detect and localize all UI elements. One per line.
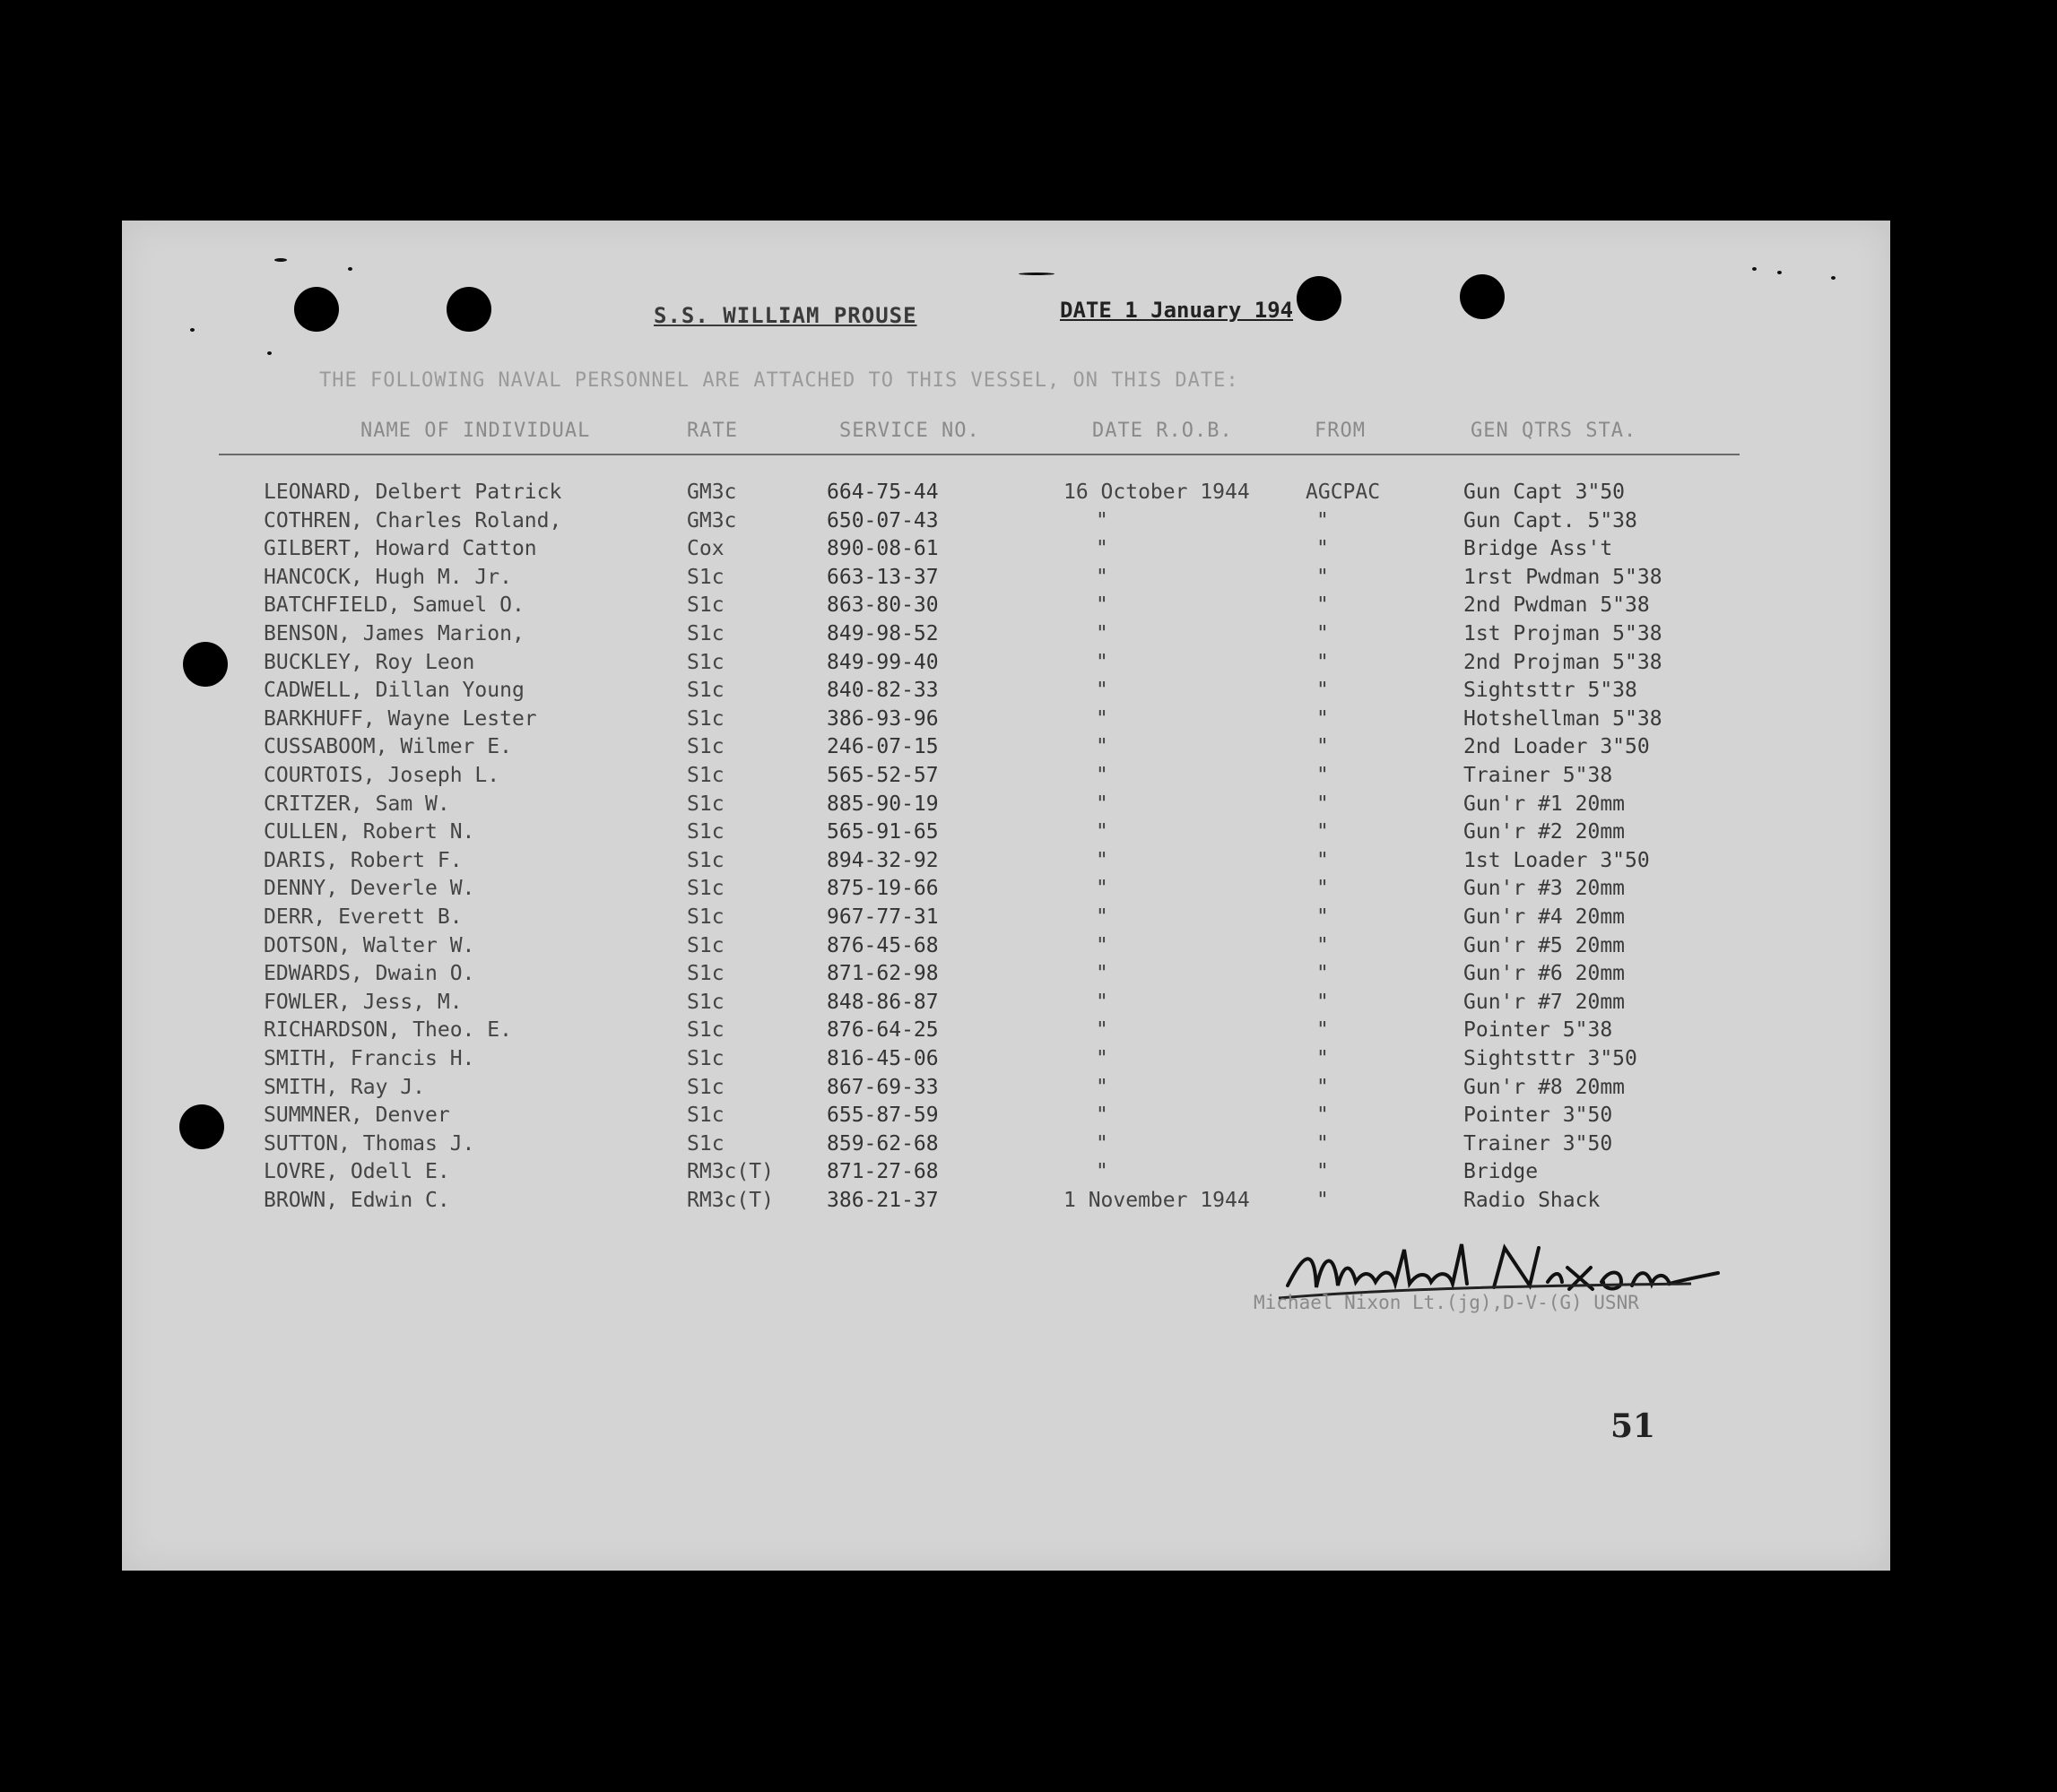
cell-name: BATCHFIELD, Samuel O. — [264, 593, 525, 618]
cell-name: SMITH, Francis H. — [264, 1047, 475, 1070]
cell-rate: S1c — [687, 764, 725, 787]
cell-rate: S1c — [687, 820, 725, 844]
cell-rate: RM3c(T) — [687, 1160, 774, 1184]
table-row — [122, 877, 1890, 905]
cell-from: " — [1316, 650, 1329, 674]
cell-from: AGCPAC — [1306, 480, 1381, 504]
cell-rate: S1c — [687, 933, 725, 957]
cell-gen-qtrs-station: Hotshellman 5"38 — [1463, 706, 1662, 731]
cell-date-rob: " — [1096, 1131, 1108, 1156]
table-row — [122, 1104, 1890, 1131]
cell-service-no: 650-07-43 — [827, 508, 939, 532]
table-row — [122, 1018, 1890, 1046]
cell-rate: S1c — [687, 990, 725, 1014]
table-row — [122, 962, 1890, 990]
cell-name: CRITZER, Sam W. — [264, 792, 450, 816]
cell-date-rob: " — [1096, 1047, 1108, 1070]
cell-date-rob: " — [1096, 820, 1108, 844]
cell-from: " — [1316, 1104, 1329, 1128]
cell-rate: S1c — [687, 962, 725, 986]
cell-service-no: 663-13-37 — [827, 565, 939, 589]
cell-rate: S1c — [687, 877, 725, 901]
cell-date-rob: " — [1096, 593, 1108, 618]
table-row — [122, 792, 1890, 820]
cell-name: CADWELL, Dillan Young — [264, 679, 525, 703]
cell-name: DERR, Everett B. — [264, 905, 463, 929]
cell-gen-qtrs-station: Trainer 3"50 — [1463, 1131, 1613, 1156]
table-row — [122, 537, 1890, 565]
cell-service-no: 871-62-98 — [827, 962, 939, 986]
cell-name: SMITH, Ray J. — [264, 1075, 426, 1099]
cell-gen-qtrs-station: Pointer 5"38 — [1463, 1018, 1613, 1043]
cell-gen-qtrs-station: Bridge — [1463, 1160, 1539, 1184]
cell-rate: S1c — [687, 1104, 725, 1128]
cell-service-no: 565-52-57 — [827, 764, 939, 787]
cell-service-no: 655-87-59 — [827, 1104, 939, 1128]
punch-hole — [1297, 276, 1341, 321]
cell-name: BARKHUFF, Wayne Lester — [264, 706, 537, 731]
cell-from: " — [1316, 622, 1329, 645]
cell-name: DOTSON, Walter W. — [264, 933, 475, 957]
cell-date-rob: " — [1096, 650, 1108, 674]
column-header-date-rob: DATE R.O.B. — [1092, 420, 1233, 442]
cell-name: BROWN, Edwin C. — [264, 1189, 450, 1212]
cell-date-rob: " — [1096, 792, 1108, 816]
column-header-rate: RATE — [687, 420, 738, 442]
cell-date-rob: " — [1096, 735, 1108, 759]
cell-date-rob: " — [1096, 933, 1108, 957]
column-header-from: FROM — [1315, 420, 1366, 442]
cell-from: " — [1316, 990, 1329, 1014]
cell-service-no: 967-77-31 — [827, 905, 939, 929]
cell-name: FOWLER, Jess, M. — [264, 990, 463, 1014]
cell-date-rob: 1 November 1944 — [1063, 1189, 1250, 1212]
cell-service-no: 863-80-30 — [827, 593, 939, 618]
speck — [1019, 273, 1055, 275]
speck — [1752, 267, 1757, 271]
cell-gen-qtrs-station: Gun'r #6 20mm — [1463, 962, 1626, 986]
cell-gen-qtrs-station: Sightsttr 3"50 — [1463, 1047, 1637, 1070]
table-row — [122, 991, 1890, 1018]
cell-from: " — [1316, 537, 1329, 561]
cell-date-rob: " — [1096, 679, 1108, 703]
cell-date-rob: " — [1096, 706, 1108, 731]
cell-gen-qtrs-station: Gun Capt 3"50 — [1463, 480, 1626, 504]
cell-date-rob: " — [1096, 622, 1108, 645]
column-header-service-no: SERVICE NO. — [839, 420, 980, 442]
column-header-name: NAME OF INDIVIDUAL — [360, 420, 591, 442]
cell-service-no: 859-62-68 — [827, 1131, 939, 1156]
document-page — [122, 221, 1890, 1571]
punch-hole — [294, 287, 339, 332]
table-row — [122, 820, 1890, 848]
cell-from: " — [1316, 933, 1329, 957]
cell-service-no: 894-32-92 — [827, 848, 939, 872]
cell-rate: S1c — [687, 679, 725, 703]
cell-name: CUSSABOOM, Wilmer E. — [264, 735, 512, 759]
header-rule — [219, 454, 1740, 455]
cell-service-no: 871-27-68 — [827, 1160, 939, 1184]
cell-from: " — [1316, 735, 1329, 759]
cell-from: " — [1316, 792, 1329, 816]
cell-rate: RM3c(T) — [687, 1189, 774, 1212]
table-row — [122, 905, 1890, 933]
cell-gen-qtrs-station: Gun'r #5 20mm — [1463, 933, 1626, 957]
cell-rate: S1c — [687, 1075, 725, 1099]
cell-name: COTHREN, Charles Roland, — [264, 508, 562, 532]
cell-gen-qtrs-station: 2nd Projman 5"38 — [1463, 650, 1662, 674]
table-row — [122, 1189, 1890, 1216]
cell-service-no: 885-90-19 — [827, 792, 939, 816]
cell-name: GILBERT, Howard Catton — [264, 537, 537, 561]
cell-gen-qtrs-station: Gun'r #2 20mm — [1463, 820, 1626, 844]
cell-name: EDWARDS, Dwain O. — [264, 962, 475, 986]
cell-service-no: 664-75-44 — [827, 480, 939, 504]
table-row — [122, 849, 1890, 877]
cell-date-rob: " — [1096, 905, 1108, 929]
vessel-title: S.S. WILLIAM PROUSE — [654, 303, 917, 328]
cell-date-rob: " — [1096, 1160, 1108, 1184]
cell-name: CULLEN, Robert N. — [264, 820, 475, 844]
cell-from: " — [1316, 1018, 1329, 1043]
cell-service-no: 565-91-65 — [827, 820, 939, 844]
cell-rate: S1c — [687, 735, 725, 759]
cell-date-rob: " — [1096, 764, 1108, 787]
cell-gen-qtrs-station: Gun'r #3 20mm — [1463, 877, 1626, 901]
cell-service-no: 876-45-68 — [827, 933, 939, 957]
table-row — [122, 509, 1890, 537]
cell-gen-qtrs-station: Gun'r #8 20mm — [1463, 1075, 1626, 1099]
table-row — [122, 593, 1890, 621]
cell-service-no: 849-98-52 — [827, 622, 939, 645]
cell-rate: S1c — [687, 593, 725, 618]
cell-from: " — [1316, 706, 1329, 731]
cell-from: " — [1316, 764, 1329, 787]
cell-name: DARIS, Robert F. — [264, 848, 463, 872]
cell-service-no: 875-19-66 — [827, 877, 939, 901]
cell-name: LEONARD, Delbert Patrick — [264, 480, 562, 504]
cell-gen-qtrs-station: Gun'r #4 20mm — [1463, 905, 1626, 929]
cell-date-rob: " — [1096, 1104, 1108, 1128]
cell-gen-qtrs-station: 1rst Pwdman 5"38 — [1463, 565, 1662, 589]
table-row — [122, 651, 1890, 679]
cell-from: " — [1316, 679, 1329, 703]
cell-rate: S1c — [687, 792, 725, 816]
cell-date-rob: " — [1096, 1075, 1108, 1099]
cell-gen-qtrs-station: Bridge Ass't — [1463, 537, 1613, 561]
table-row — [122, 764, 1890, 792]
cell-from: " — [1316, 565, 1329, 589]
cell-gen-qtrs-station: Pointer 3"50 — [1463, 1104, 1613, 1128]
cell-from: " — [1316, 1131, 1329, 1156]
cell-from: " — [1316, 593, 1329, 618]
cell-rate: S1c — [687, 1131, 725, 1156]
cell-date-rob: 16 October 1944 — [1063, 480, 1250, 504]
cell-name: BENSON, James Marion, — [264, 622, 525, 645]
cell-gen-qtrs-station: 1st Loader 3"50 — [1463, 848, 1650, 872]
cell-name: HANCOCK, Hugh M. Jr. — [264, 565, 512, 589]
cell-gen-qtrs-station: Trainer 5"38 — [1463, 764, 1613, 787]
cell-date-rob: " — [1096, 565, 1108, 589]
cell-name: COURTOIS, Joseph L. — [264, 764, 500, 787]
cell-from: " — [1316, 905, 1329, 929]
cell-service-no: 816-45-06 — [827, 1047, 939, 1070]
cell-from: " — [1316, 962, 1329, 986]
table-row — [122, 1132, 1890, 1160]
document-date: DATE 1 January 194 — [1060, 298, 1294, 323]
cell-rate: S1c — [687, 565, 725, 589]
cell-date-rob: " — [1096, 877, 1108, 901]
cell-name: LOVRE, Odell E. — [264, 1160, 450, 1184]
cell-rate: S1c — [687, 622, 725, 645]
cell-rate: GM3c — [687, 480, 737, 504]
cell-from: " — [1316, 1075, 1329, 1099]
cell-name: SUTTON, Thomas J. — [264, 1131, 475, 1156]
cell-service-no: 246-07-15 — [827, 735, 939, 759]
cell-from: " — [1316, 1047, 1329, 1070]
cell-from: " — [1316, 848, 1329, 872]
cell-service-no: 890-08-61 — [827, 537, 939, 561]
cell-rate: S1c — [687, 1018, 725, 1043]
page-number: 51 — [1610, 1407, 1656, 1445]
punch-hole — [447, 287, 491, 332]
cell-date-rob: " — [1096, 990, 1108, 1014]
intro-text: THE FOLLOWING NAVAL PERSONNEL ARE ATTACHED TO THIS VESSEL, ON THIS DATE: — [319, 369, 1239, 392]
cell-rate: GM3c — [687, 508, 737, 532]
cell-service-no: 848-86-87 — [827, 990, 939, 1014]
cell-from: " — [1316, 820, 1329, 844]
cell-name: RICHARDSON, Theo. E. — [264, 1018, 512, 1043]
cell-gen-qtrs-station: Radio Shack — [1463, 1189, 1601, 1212]
cell-date-rob: " — [1096, 508, 1108, 532]
cell-service-no: 386-93-96 — [827, 706, 939, 731]
cell-date-rob: " — [1096, 848, 1108, 872]
cell-gen-qtrs-station: Gun'r #1 20mm — [1463, 792, 1626, 816]
cell-from: " — [1316, 877, 1329, 901]
cell-gen-qtrs-station: 2nd Loader 3"50 — [1463, 735, 1650, 759]
table-row — [122, 622, 1890, 650]
cell-service-no: 849-99-40 — [827, 650, 939, 674]
cell-rate: S1c — [687, 706, 725, 731]
table-row — [122, 735, 1890, 763]
speck — [190, 328, 195, 332]
cell-date-rob: " — [1096, 537, 1108, 561]
table-row — [122, 1076, 1890, 1104]
cell-name: SUMMNER, Denver — [264, 1104, 450, 1128]
cell-service-no: 876-64-25 — [827, 1018, 939, 1043]
column-header-gen-qtrs: GEN QTRS STA. — [1471, 420, 1637, 442]
speck — [1831, 276, 1836, 280]
speck — [1777, 271, 1782, 274]
cell-gen-qtrs-station: 2nd Pwdman 5"38 — [1463, 593, 1650, 618]
table-row — [122, 566, 1890, 593]
cell-rate: S1c — [687, 650, 725, 674]
cell-name: DENNY, Deverle W. — [264, 877, 475, 901]
cell-service-no: 386-21-37 — [827, 1189, 939, 1212]
cell-gen-qtrs-station: Gun Capt. 5"38 — [1463, 508, 1637, 532]
cell-gen-qtrs-station: 1st Projman 5"38 — [1463, 622, 1662, 645]
cell-service-no: 867-69-33 — [827, 1075, 939, 1099]
cell-date-rob: " — [1096, 962, 1108, 986]
cell-rate: S1c — [687, 1047, 725, 1070]
cell-gen-qtrs-station: Sightsttr 5"38 — [1463, 679, 1637, 703]
table-row — [122, 480, 1890, 508]
signature-block: Michael Nixon Lt.(jg),D-V-(G) USNR — [1254, 1292, 1639, 1313]
cell-rate: S1c — [687, 905, 725, 929]
speck — [348, 267, 352, 271]
table-row — [122, 707, 1890, 735]
cell-from: " — [1316, 1189, 1329, 1212]
cell-from: " — [1316, 1160, 1329, 1184]
table-row — [122, 679, 1890, 706]
speck — [267, 351, 272, 355]
cell-rate: S1c — [687, 848, 725, 872]
table-row — [122, 934, 1890, 962]
table-row — [122, 1160, 1890, 1188]
cell-date-rob: " — [1096, 1018, 1108, 1043]
punch-hole — [1460, 274, 1505, 319]
speck — [274, 258, 287, 262]
cell-from: " — [1316, 508, 1329, 532]
cell-service-no: 840-82-33 — [827, 679, 939, 703]
cell-rate: Cox — [687, 537, 725, 561]
table-row — [122, 1047, 1890, 1075]
cell-name: BUCKLEY, Roy Leon — [264, 650, 475, 674]
cell-gen-qtrs-station: Gun'r #7 20mm — [1463, 990, 1626, 1014]
